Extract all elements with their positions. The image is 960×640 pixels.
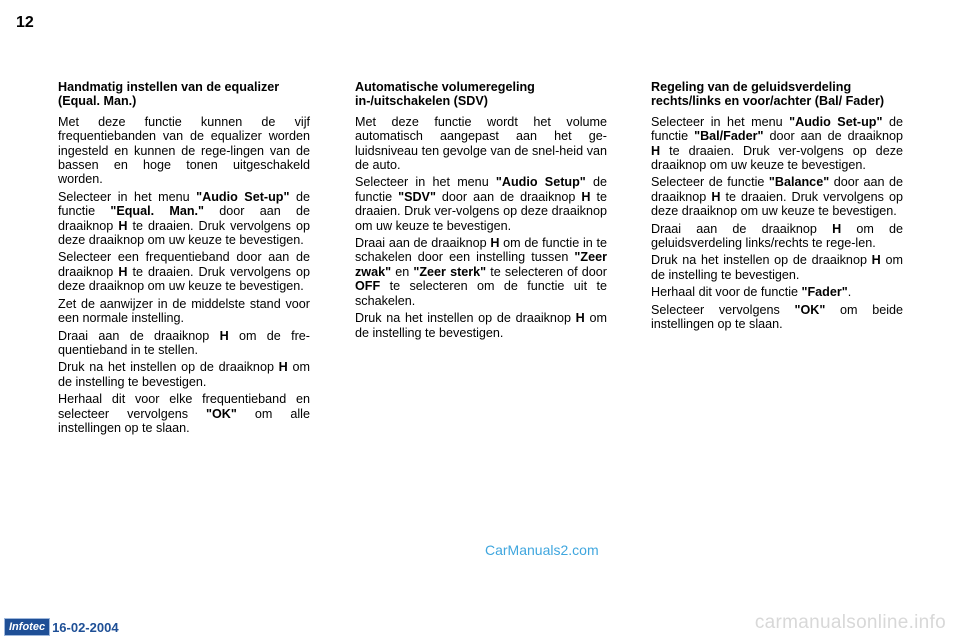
text-run: Selecteer vervolgens bbox=[651, 302, 795, 317]
text-run: Selecteer in het menu bbox=[355, 175, 496, 190]
bold-term: H bbox=[711, 189, 721, 204]
paragraph bbox=[58, 250, 310, 293]
text-run: om de instelling te bevestigen. bbox=[58, 360, 310, 389]
text-run: Selecteer een frequentieband door aan de draaiknop bbox=[58, 250, 310, 279]
paragraph bbox=[58, 329, 310, 358]
bold-term: H bbox=[871, 253, 881, 268]
bold-term: H bbox=[581, 189, 591, 204]
text-run: te selecteren om de functie uit te schakelen. bbox=[355, 279, 607, 308]
text-run: om beide instellingen op te slaan. bbox=[651, 302, 904, 332]
bold-term: "SDV" bbox=[398, 189, 436, 204]
paragraph bbox=[355, 115, 607, 173]
paragraph bbox=[58, 392, 310, 435]
paragraph bbox=[651, 303, 903, 332]
bold-term: "Balance" bbox=[768, 175, 830, 190]
paragraph bbox=[355, 175, 607, 233]
watermark-carmanuals2: CarManuals2.com bbox=[485, 542, 599, 558]
text-run: Selecteer de functie bbox=[651, 175, 769, 190]
bold-term: "OK" bbox=[794, 302, 826, 317]
section-body bbox=[651, 115, 903, 332]
text-run: Zet de aanwijzer in de middelste stand voor een normale instelling. bbox=[58, 296, 310, 326]
text-run: de functie bbox=[651, 114, 904, 144]
text-run: Druk na het instellen op de draaiknop bbox=[355, 311, 576, 326]
text-run: de functie bbox=[355, 175, 607, 204]
text-run: te draaien. Druk ver-volgens op deze draaiknop om uw keuze te bevestigen. bbox=[355, 189, 607, 233]
paragraph bbox=[651, 175, 903, 218]
page-number: 12 bbox=[16, 14, 34, 31]
bold-term: H bbox=[832, 221, 842, 236]
paragraph bbox=[651, 253, 903, 282]
text-run: om de instelling te bevestigen. bbox=[651, 253, 903, 282]
text-run: Druk na het instellen op de draaiknop bbox=[58, 360, 279, 375]
text-run: Draai aan de draaiknop bbox=[355, 236, 491, 251]
text-run: . bbox=[847, 285, 852, 300]
footer-date: 16-02-2004 bbox=[52, 619, 119, 635]
bold-term: "Fader" bbox=[801, 285, 848, 300]
text-run: te draaien. Druk vervolgens op deze draaiknop om uw keuze te bevestigen. bbox=[651, 189, 903, 219]
bold-term: "OK" bbox=[206, 406, 237, 421]
text-run: Draai aan de draaiknop bbox=[58, 328, 220, 343]
paragraph bbox=[58, 190, 310, 248]
text-run: Met deze functie kunnen de vijf frequentiebanden van de equalizer worden ingesteld en kunnen de rege-lingen van de bassen en hoge tonen uitgeschakeld worden. bbox=[58, 114, 310, 187]
text-run: om de functie in te schakelen door een instelling tussen bbox=[355, 236, 607, 265]
text-run: te draaien. Druk vervolgens op deze draaiknop om uw keuze te bevestigen. bbox=[58, 264, 310, 294]
text-run: Druk na het instellen op de draaiknop bbox=[651, 253, 872, 268]
text-run: en bbox=[391, 264, 414, 279]
section-heading: Handmatig instellen van de equalizer (Equal. Man.) bbox=[58, 80, 280, 109]
bold-term: "Audio Setup" bbox=[495, 175, 586, 190]
text-run: Selecteer in het menu bbox=[58, 189, 197, 204]
paragraph bbox=[355, 311, 607, 340]
bold-term: H bbox=[118, 264, 128, 279]
column-balance-fader bbox=[651, 80, 903, 335]
text-run: om de fre-quentieband in te stellen. bbox=[58, 328, 310, 357]
text-run: de functie bbox=[58, 189, 311, 219]
infotec-logo: Infotec bbox=[4, 618, 50, 636]
footer bbox=[4, 619, 119, 635]
text-run: door aan de draaiknop bbox=[763, 129, 903, 144]
text-run: te selecteren of door bbox=[486, 264, 608, 279]
text-run: door aan de draaiknop bbox=[651, 175, 903, 204]
bold-term: H bbox=[490, 236, 500, 251]
section-body bbox=[355, 115, 607, 340]
section-heading: Automatische volumeregeling in-/uitschakelen (SDV) bbox=[355, 80, 535, 109]
text-run: Herhaal dit voor de functie bbox=[651, 285, 802, 300]
text-run: om alle instellingen op te slaan. bbox=[58, 406, 310, 435]
section-heading: Regeling van de geluidsverdeling rechts/links en voor/achter (Bal/ Fader) bbox=[651, 80, 885, 109]
paragraph bbox=[58, 297, 310, 326]
bold-term: H bbox=[278, 360, 288, 375]
bold-term: "Audio Set-up" bbox=[789, 114, 883, 129]
text-run: door aan de draaiknop bbox=[435, 189, 582, 204]
text-run: Selecteer in het menu bbox=[651, 114, 790, 129]
text-run: door aan de draaiknop bbox=[58, 204, 310, 233]
text-run: Herhaal dit voor elke frequentieband en selecteer vervolgens bbox=[58, 392, 310, 421]
text-run: om de geluidsverdeling links/rechts te rege-len. bbox=[651, 221, 903, 251]
bold-term: "Bal/Fader" bbox=[694, 129, 764, 144]
column-sdv bbox=[355, 80, 607, 343]
paragraph bbox=[355, 236, 607, 308]
column-equalizer bbox=[58, 80, 310, 438]
bold-term: H bbox=[651, 143, 661, 158]
paragraph bbox=[58, 360, 310, 389]
bold-term: "Equal. Man." bbox=[110, 204, 205, 219]
section-body bbox=[58, 115, 310, 436]
paragraph bbox=[58, 115, 310, 187]
bold-term: H bbox=[219, 328, 229, 343]
bold-term: "Audio Set-up" bbox=[196, 189, 290, 204]
bold-term: "Zeer zwak" bbox=[355, 250, 607, 279]
paragraph bbox=[651, 115, 903, 173]
paragraph bbox=[651, 285, 903, 299]
watermark-carmanualsonline: carmanualsonline.info bbox=[754, 612, 946, 633]
text-run: Met deze functie wordt het volume automatisch aangepast aan het ge-luidsniveau ten gevolge van de snel-heid van de auto. bbox=[355, 114, 607, 173]
text-run: te draaien. Druk vervolgens op deze draaiknop om uw keuze te bevestigen. bbox=[58, 218, 310, 248]
text-run: te draaien. Druk ver-volgens op deze draaiknop om uw keuze te bevestigen. bbox=[651, 143, 903, 173]
paragraph bbox=[651, 222, 903, 251]
text-run: om de instelling te bevestigen. bbox=[355, 311, 607, 340]
text-run: Draai aan de draaiknop bbox=[651, 221, 833, 236]
bold-term: H bbox=[118, 218, 128, 233]
bold-term: OFF bbox=[355, 279, 381, 294]
bold-term: H bbox=[575, 311, 585, 326]
bold-term: "Zeer sterk" bbox=[413, 264, 487, 279]
